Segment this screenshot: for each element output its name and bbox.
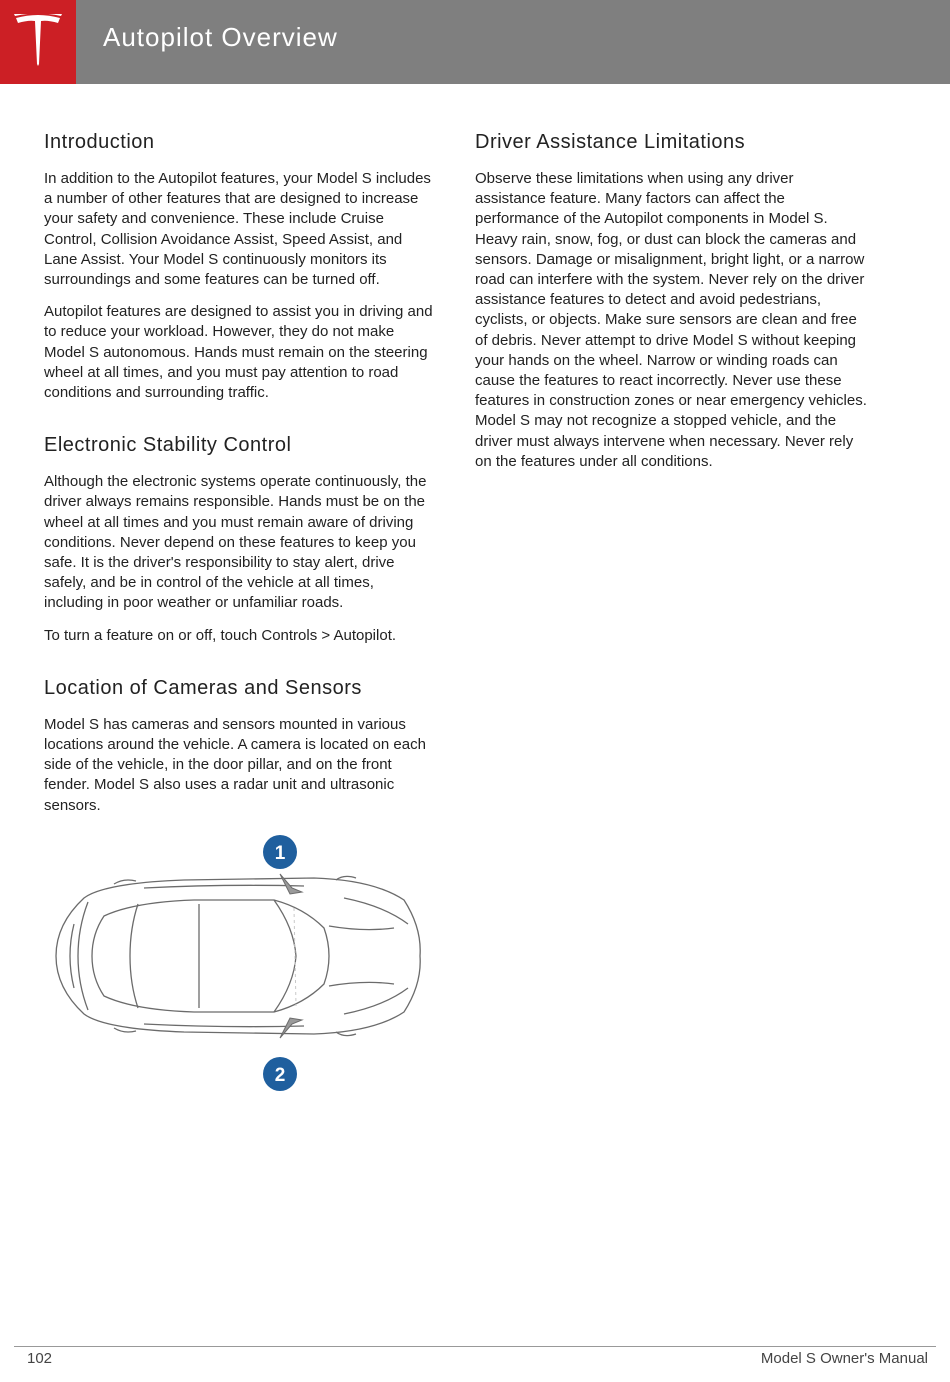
paragraph: In addition to the Autopilot features, your Model S includes a number of other features that are designed to increase your safety and convenience. These include Cruise Control, Collision Avoidance Assist, Speed Assist, and Lane Assist. Your Model S continuously monitors its surroundings and some features can be turned off. [44, 170, 431, 289]
section-heading: Electronic Stability Control [44, 434, 292, 457]
footer-divider [14, 1346, 936, 1347]
header-bar [0, 0, 950, 84]
paragraph: Although the electronic systems operate continuously, the driver always remains responsible. Hands must be on the wheel at all times and you must remain aware of driving conditions. Never depend on these features to keep you safe. It is the driver's responsibility to stay alert, drive safely, and be in control of the vehicle at all times, including in poor weather or unfamiliar roads. [44, 473, 427, 612]
page-title: Autopilot Overview [103, 22, 338, 52]
section-introduction [44, 130, 436, 403]
logo-box [0, 0, 76, 84]
callout-2-label: 2 [274, 1064, 286, 1086]
section-stability [44, 433, 436, 646]
section-limitations [475, 130, 867, 472]
paragraph: To turn a feature on or off, touch Controls > Autopilot. [44, 626, 397, 644]
paragraph: Observe these limitations when using any driver assistance feature. Many factors can affect the performance of the Autopilot components in Model S. Heavy rain, snow, fog, or dust can block the cameras and sensors. Damage or misalignment, bright light, or a narrow road can interfere with the system. Never rely on the driver assistance features to detect and avoid pedestrians, cyclists, or objects. Make sure sensors are clean and free of debris. Never attempt to drive Model S without keeping your hands on the wheel. Narrow or winding roads can cause the features to react incorrectly. Never use these features in construction zones or near emergency vehicles. Model S may not recognize a stopped vehicle, and the driver must always intervene when necessary. Never rely on the features under all conditions. [475, 170, 867, 470]
right-column [475, 130, 867, 502]
car-illustration [44, 828, 436, 1098]
car-top-view-diagram [44, 828, 436, 1098]
section-heading: Location of Cameras and Sensors [44, 676, 362, 699]
section-heading: Driver Assistance Limitations [475, 131, 746, 153]
left-column [44, 130, 436, 1128]
tesla-logo-icon [12, 14, 64, 68]
section-sensors [44, 676, 436, 1098]
section-heading: Introduction [44, 131, 155, 153]
footer-model-name: Model S Owner's Manual [760, 1350, 928, 1367]
callout-1-label: 1 [274, 842, 286, 864]
page-number: 102 [27, 1350, 53, 1367]
paragraph: Autopilot features are designed to assist you in driving and to reduce your workload. However, they do not make Model S autonomous. Hands must remain on the steering wheel at all times, and you must pay attention to road conditions and surrounding traffic. [44, 303, 433, 402]
paragraph: Model S has cameras and sensors mounted in various locations around the vehicle. A camera is located on each side of the vehicle, in the door pillar, and on the front fender. Model S also uses a radar unit and ultrasonic sensors. [44, 715, 426, 814]
